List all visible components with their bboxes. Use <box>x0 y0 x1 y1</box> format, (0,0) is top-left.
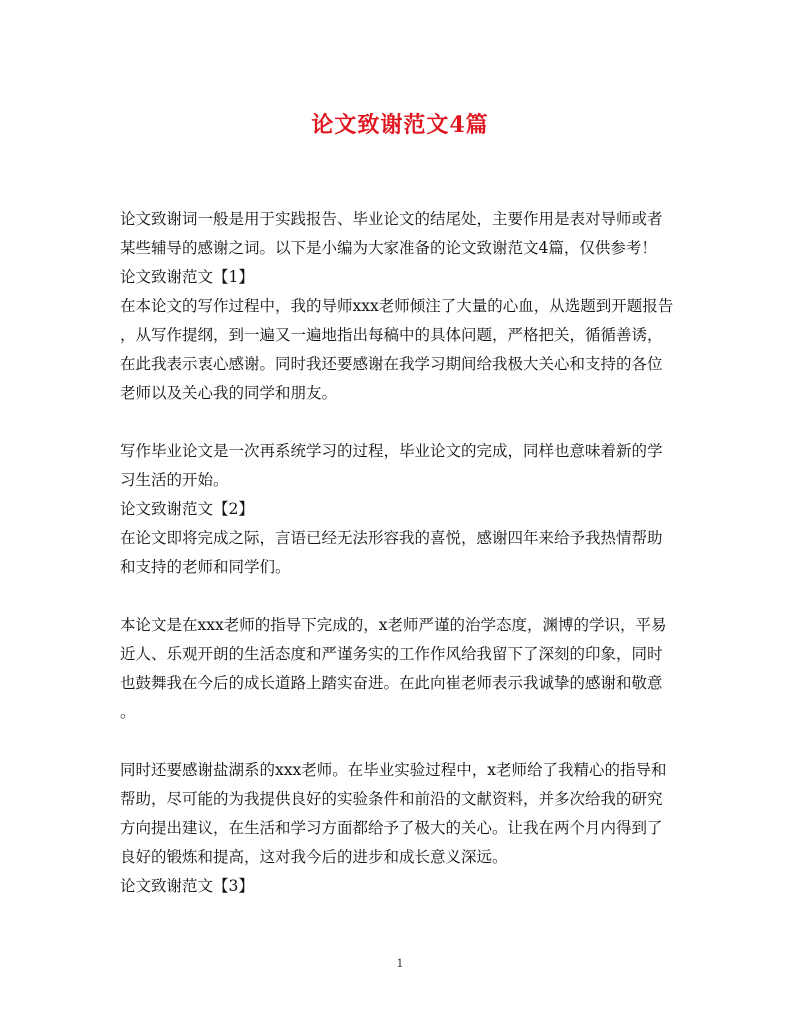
paragraph-line: 某些辅导的感谢之词。以下是小编为大家准备的论文致谢范文4篇，仅供参考！ <box>120 239 657 257</box>
paragraph <box>120 205 676 263</box>
section-heading-text: 论文致谢范文【2】 <box>120 500 254 518</box>
paragraph-line: 帮助，尽可能的为我提供良好的实验条件和前沿的文献资料，并多次给我的研究 <box>120 790 663 808</box>
paragraph-spacer <box>120 582 676 611</box>
paragraph-line: ，从写作提纲，到一遍又一遍地指出每稿中的具体问题，严格把关，循循善诱， <box>120 326 663 344</box>
paragraph <box>120 611 676 727</box>
paragraph-line: 良好的锻炼和提高，这对我今后的进步和成长意义深远。 <box>120 848 508 866</box>
paragraph-line: 和支持的老师和同学们。 <box>120 558 291 576</box>
paragraph-line: 习生活的开始。 <box>120 471 229 489</box>
section-heading <box>120 872 676 901</box>
document-body <box>120 205 676 901</box>
paragraph-spacer <box>120 408 676 437</box>
paragraph-line: 。 <box>120 703 136 721</box>
paragraph-line: 同时还要感谢盐湖系的xxx老师。在毕业实验过程中，x老师给了我精心的指导和 <box>120 761 667 779</box>
paragraph-line: 方向提出建议，在生活和学习方面都给予了极大的关心。让我在两个月内得到了 <box>120 819 663 837</box>
paragraph-spacer <box>120 727 676 756</box>
page-number: 1 <box>396 957 404 970</box>
section-heading-text: 论文致谢范文【3】 <box>120 877 254 895</box>
section-heading <box>120 263 676 292</box>
paragraph-line: 写作毕业论文是一次再系统学习的过程，毕业论文的完成，同样也意味着新的学 <box>120 442 663 460</box>
paragraph-line: 论文致谢词一般是用于实践报告、毕业论文的结尾处，主要作用是表对导师或者 <box>120 210 663 228</box>
paragraph <box>120 292 676 408</box>
section-heading-text: 论文致谢范文【1】 <box>120 268 254 286</box>
paragraph-line: 在本论文的写作过程中，我的导师xxx老师倾注了大量的心血，从选题到开题报告 <box>120 297 674 315</box>
paragraph-line: 老师以及关心我的同学和朋友。 <box>120 384 338 402</box>
paragraph-line: 在论文即将完成之际，言语已经无法形容我的喜悦，感谢四年来给予我热情帮助 <box>120 529 663 547</box>
paragraph <box>120 524 676 582</box>
paragraph-line: 在此我表示衷心感谢。同时我还要感谢在我学习期间给我极大关心和支持的各位 <box>120 355 663 373</box>
paragraph <box>120 756 676 872</box>
paragraph-line: 本论文是在xxx老师的指导下完成的，x老师严谨的治学态度，渊博的学识，平易 <box>120 616 667 634</box>
paragraph-line: 近人、乐观开朗的生活态度和严谨务实的工作作风给我留下了深刻的印象，同时 <box>120 645 663 663</box>
document-title: 论文致谢范文4篇 <box>311 112 489 138</box>
paragraph <box>120 437 676 495</box>
section-heading <box>120 495 676 524</box>
paragraph-line: 也鼓舞我在今后的成长道路上踏实奋进。在此向崔老师表示我诚挚的感谢和敬意 <box>120 674 663 692</box>
